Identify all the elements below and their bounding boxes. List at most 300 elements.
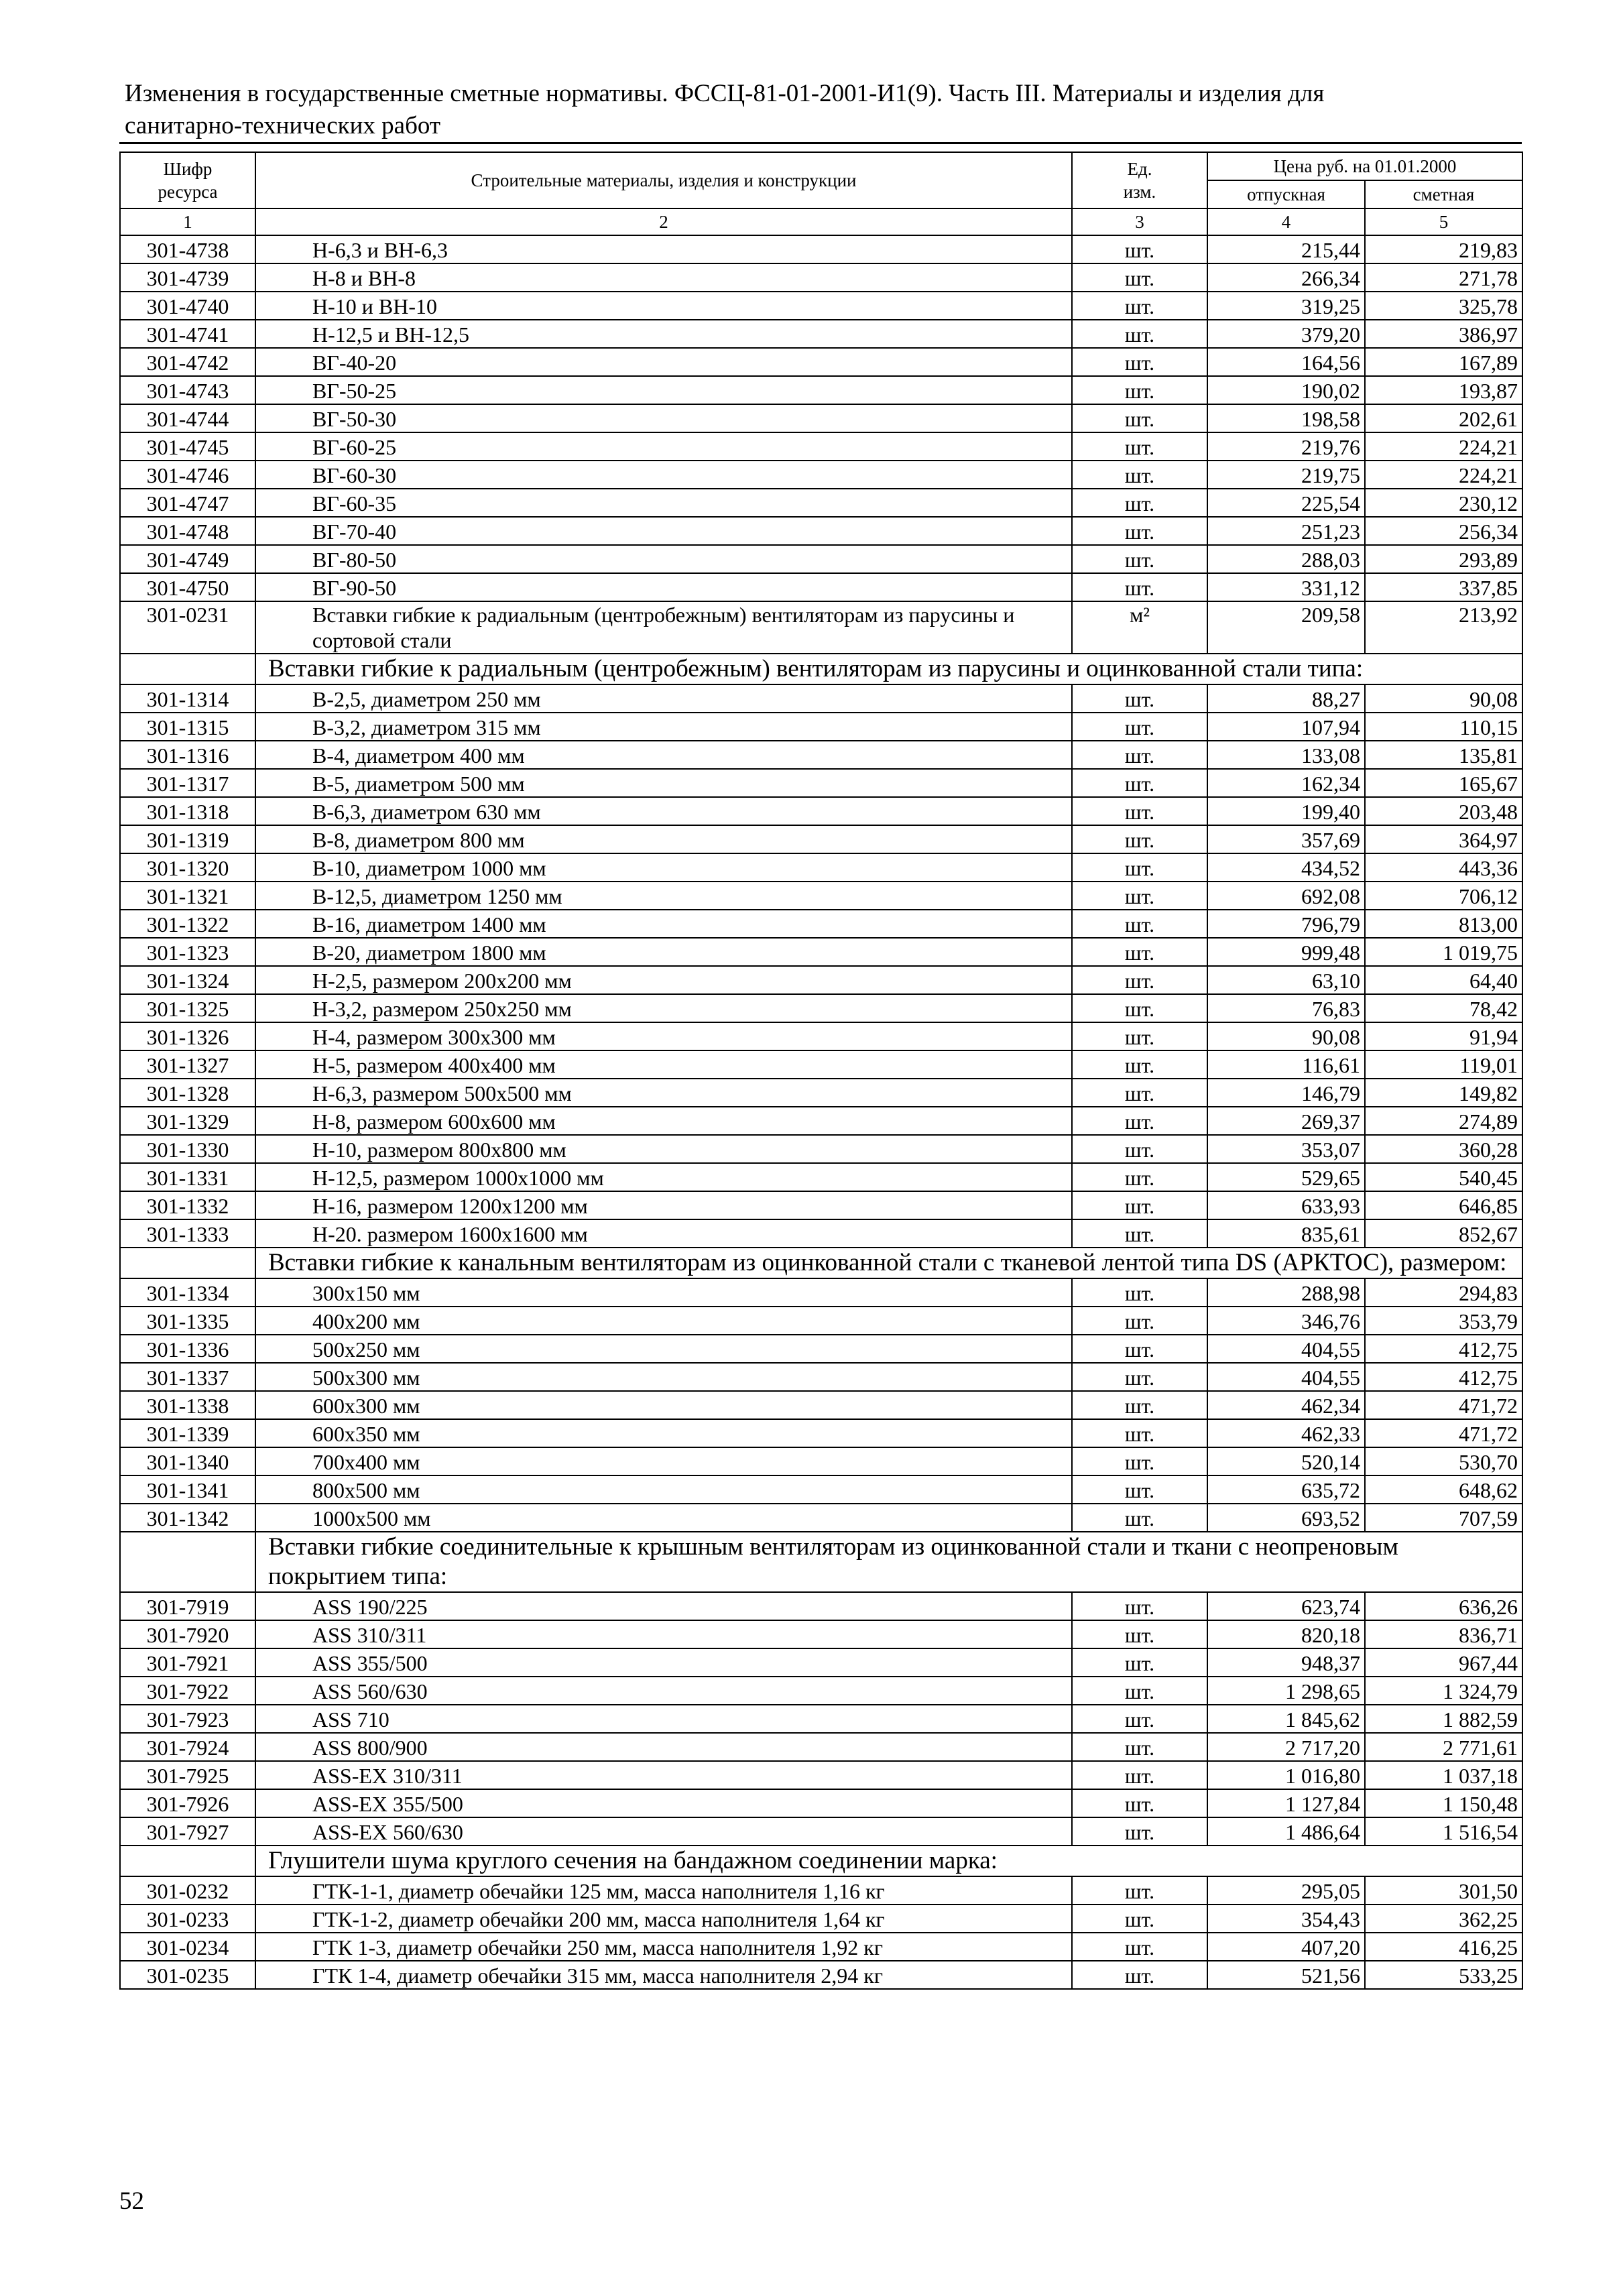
resource-code-cell: 301-1318 <box>120 797 255 825</box>
release-price-cell: 623,74 <box>1207 1592 1365 1620</box>
estimate-price-cell: 533,25 <box>1365 1961 1522 1989</box>
release-price-cell: 199,40 <box>1207 797 1365 825</box>
unit-cell: шт. <box>1072 1876 1207 1905</box>
release-price-cell: 2 717,20 <box>1207 1733 1365 1761</box>
release-price-cell: 76,83 <box>1207 994 1365 1022</box>
resource-code-cell: 301-1333 <box>120 1219 255 1248</box>
section-heading-row <box>120 1532 1522 1592</box>
resource-code-cell: 301-1341 <box>120 1475 255 1504</box>
resource-code-cell: 301-1324 <box>120 966 255 994</box>
column-number: 2 <box>255 208 1072 235</box>
unit-cell: шт. <box>1072 292 1207 320</box>
unit-cell: шт. <box>1072 853 1207 882</box>
table-row <box>120 1789 1522 1817</box>
item-name-cell: ASS 560/630 <box>255 1677 1072 1705</box>
release-price-cell: 635,72 <box>1207 1475 1365 1504</box>
table-row <box>120 1761 1522 1789</box>
resource-code-cell: 301-4743 <box>120 376 255 404</box>
table-row <box>120 263 1522 292</box>
item-name-cell: ВГ-50-30 <box>255 404 1072 432</box>
section-heading-row <box>120 1248 1522 1278</box>
item-name-cell: В-20, диаметром 1800 мм <box>255 938 1072 966</box>
release-price-cell: 1 486,64 <box>1207 1817 1365 1846</box>
table-row <box>120 1504 1522 1532</box>
unit-cell: шт. <box>1072 882 1207 910</box>
resource-code-cell: 301-1320 <box>120 853 255 882</box>
item-name-cell: ГТК 1-3, диаметр обечайки 250 мм, масса наполнителя 1,92 кг <box>255 1933 1072 1961</box>
estimate-price-cell: 90,08 <box>1365 684 1522 713</box>
table-row <box>120 1163 1522 1191</box>
item-name-cell: Н-10 и ВН-10 <box>255 292 1072 320</box>
table-row <box>120 1219 1522 1248</box>
release-price-cell: 225,54 <box>1207 489 1365 517</box>
item-name-cell: ВГ-40-20 <box>255 348 1072 376</box>
table-row <box>120 1135 1522 1163</box>
resource-code-cell: 301-1326 <box>120 1022 255 1050</box>
estimate-price-cell: 271,78 <box>1365 263 1522 292</box>
estimate-price-cell: 135,81 <box>1365 741 1522 769</box>
release-price-cell: 404,55 <box>1207 1335 1365 1363</box>
table-row <box>120 882 1522 910</box>
release-price-cell: 198,58 <box>1207 404 1365 432</box>
unit-cell: шт. <box>1072 1079 1207 1107</box>
item-name-cell: ВГ-90-50 <box>255 573 1072 601</box>
table-row <box>120 1733 1522 1761</box>
unit-cell: шт. <box>1072 263 1207 292</box>
estimate-price-cell: 443,36 <box>1365 853 1522 882</box>
unit-cell: шт. <box>1072 489 1207 517</box>
item-name-cell: ГТК-1-1, диаметр обечайки 125 мм, масса наполнителя 1,16 кг <box>255 1876 1072 1905</box>
estimate-price-cell: 119,01 <box>1365 1050 1522 1079</box>
table-row <box>120 938 1522 966</box>
section-heading: Вставки гибкие соединительные к крышным вентиляторам из оцинкованной стали и ткани с неопреновым покрытием типа: <box>255 1532 1522 1592</box>
unit-cell: шт. <box>1072 1391 1207 1419</box>
item-name-cell: Н-10, размером 800х800 мм <box>255 1135 1072 1163</box>
table-row <box>120 601 1522 654</box>
resource-code-cell: 301-7924 <box>120 1733 255 1761</box>
item-name-cell: Н-8, размером 600х600 мм <box>255 1107 1072 1135</box>
section-heading-row <box>120 654 1522 684</box>
release-price-cell: 133,08 <box>1207 741 1365 769</box>
estimate-price-cell: 165,67 <box>1365 769 1522 797</box>
unit-cell: шт. <box>1072 1789 1207 1817</box>
resource-code-cell: 301-1338 <box>120 1391 255 1419</box>
estimate-price-cell: 416,25 <box>1365 1933 1522 1961</box>
release-price-cell: 219,75 <box>1207 461 1365 489</box>
release-price-cell: 999,48 <box>1207 938 1365 966</box>
section-spacer-cell <box>120 654 255 684</box>
item-name-cell: 600х300 мм <box>255 1391 1072 1419</box>
release-price-cell: 520,14 <box>1207 1447 1365 1475</box>
unit-cell: шт. <box>1072 1504 1207 1532</box>
release-price-cell: 319,25 <box>1207 292 1365 320</box>
table-row <box>120 713 1522 741</box>
release-price-cell: 219,76 <box>1207 432 1365 461</box>
unit-cell: шт. <box>1072 797 1207 825</box>
item-name-cell: 400х200 мм <box>255 1307 1072 1335</box>
estimate-price-cell: 364,97 <box>1365 825 1522 853</box>
release-price-cell: 948,37 <box>1207 1648 1365 1677</box>
release-price-cell: 209,58 <box>1207 601 1365 654</box>
unit-cell: шт. <box>1072 320 1207 348</box>
estimate-price-cell: 274,89 <box>1365 1107 1522 1135</box>
table-row <box>120 741 1522 769</box>
column-number: 3 <box>1072 208 1207 235</box>
unit-cell: шт. <box>1072 769 1207 797</box>
unit-cell: шт. <box>1072 573 1207 601</box>
estimate-price-cell: 294,83 <box>1365 1278 1522 1307</box>
header-line-1: Изменения в государственные сметные нормативы. ФССЦ-81-01-2001-И1(9). Часть III. Материалы и изделия для <box>125 80 1325 107</box>
item-name-cell: В-16, диаметром 1400 мм <box>255 910 1072 938</box>
table-row <box>120 1107 1522 1135</box>
table-row <box>120 320 1522 348</box>
resource-code-cell: 301-1316 <box>120 741 255 769</box>
estimate-price-cell: 230,12 <box>1365 489 1522 517</box>
item-name-cell: 500х300 мм <box>255 1363 1072 1391</box>
header-rule <box>119 142 1522 144</box>
table-row <box>120 235 1522 263</box>
table-row <box>120 1648 1522 1677</box>
resource-code-cell: 301-0235 <box>120 1961 255 1989</box>
release-price-cell: 88,27 <box>1207 684 1365 713</box>
resource-code-cell: 301-4744 <box>120 404 255 432</box>
estimate-price-cell: 2 771,61 <box>1365 1733 1522 1761</box>
estimate-price-cell: 1 150,48 <box>1365 1789 1522 1817</box>
resource-code-cell: 301-7919 <box>120 1592 255 1620</box>
estimate-price-cell: 224,21 <box>1365 461 1522 489</box>
resource-code-cell: 301-4749 <box>120 545 255 573</box>
release-price-cell: 529,65 <box>1207 1163 1365 1191</box>
resource-code-cell: 301-0231 <box>120 601 255 654</box>
item-name-cell: Н-5, размером 400х400 мм <box>255 1050 1072 1079</box>
resource-code-cell: 301-4739 <box>120 263 255 292</box>
section-heading: Глушители шума круглого сечения на бандажном соединении марка: <box>255 1846 1522 1876</box>
item-name-cell: ВГ-60-25 <box>255 432 1072 461</box>
unit-cell: шт. <box>1072 1475 1207 1504</box>
unit-cell: шт. <box>1072 825 1207 853</box>
table-row <box>120 1933 1522 1961</box>
unit-cell: шт. <box>1072 1335 1207 1363</box>
estimate-price-cell: 1 882,59 <box>1365 1705 1522 1733</box>
estimate-price-cell: 646,85 <box>1365 1191 1522 1219</box>
unit-cell: шт. <box>1072 1733 1207 1761</box>
unit-cell: шт. <box>1072 1278 1207 1307</box>
resource-code-cell: 301-4740 <box>120 292 255 320</box>
item-name-cell: В-8, диаметром 800 мм <box>255 825 1072 853</box>
column-number: 1 <box>120 208 255 235</box>
release-price-cell: 288,03 <box>1207 545 1365 573</box>
release-price-cell: 288,98 <box>1207 1278 1365 1307</box>
estimate-price-cell: 1 037,18 <box>1365 1761 1522 1789</box>
estimate-price-cell: 337,85 <box>1365 573 1522 601</box>
unit-cell: шт. <box>1072 517 1207 545</box>
estimate-price-cell: 540,45 <box>1365 1163 1522 1191</box>
estimate-price-cell: 224,21 <box>1365 432 1522 461</box>
unit-cell: шт. <box>1072 713 1207 741</box>
release-price-cell: 693,52 <box>1207 1504 1365 1532</box>
release-price-cell: 331,12 <box>1207 573 1365 601</box>
release-price-cell: 269,37 <box>1207 1107 1365 1135</box>
release-price-cell: 407,20 <box>1207 1933 1365 1961</box>
resource-code-cell: 301-7927 <box>120 1817 255 1846</box>
item-name-cell: В-3,2, диаметром 315 мм <box>255 713 1072 741</box>
unit-cell: шт. <box>1072 404 1207 432</box>
resource-code-cell: 301-7925 <box>120 1761 255 1789</box>
table-row <box>120 1817 1522 1846</box>
unit-cell: шт. <box>1072 1447 1207 1475</box>
resource-code-cell: 301-1317 <box>120 769 255 797</box>
estimate-price-cell: 530,70 <box>1365 1447 1522 1475</box>
estimate-price-cell: 707,59 <box>1365 1504 1522 1532</box>
resource-code-cell: 301-4741 <box>120 320 255 348</box>
release-price-cell: 164,56 <box>1207 348 1365 376</box>
unit-cell: шт. <box>1072 910 1207 938</box>
column-number: 4 <box>1207 208 1365 235</box>
unit-cell: шт. <box>1072 994 1207 1022</box>
table-header-row-1 <box>120 152 1522 180</box>
resource-code-cell: 301-1339 <box>120 1419 255 1447</box>
unit-cell: шт. <box>1072 376 1207 404</box>
release-price-cell: 162,34 <box>1207 769 1365 797</box>
table-row <box>120 825 1522 853</box>
estimate-price-cell: 636,26 <box>1365 1592 1522 1620</box>
item-name-cell: Н-6,3, размером 500х500 мм <box>255 1079 1072 1107</box>
estimate-price-cell: 471,72 <box>1365 1419 1522 1447</box>
table-row <box>120 517 1522 545</box>
table-row <box>120 376 1522 404</box>
item-name-cell: В-2,5, диаметром 250 мм <box>255 684 1072 713</box>
resource-code-cell: 301-4747 <box>120 489 255 517</box>
section-heading: Вставки гибкие к канальным вентиляторам из оцинкованной стали с тканевой лентой типа DS (АРКТОС), размером: <box>255 1248 1522 1278</box>
unit-cell: шт. <box>1072 1163 1207 1191</box>
estimate-price-cell: 203,48 <box>1365 797 1522 825</box>
table-row <box>120 1419 1522 1447</box>
resource-code-cell: 301-1330 <box>120 1135 255 1163</box>
unit-cell: шт. <box>1072 1419 1207 1447</box>
estimate-price-cell: 219,83 <box>1365 235 1522 263</box>
unit-cell: шт. <box>1072 1677 1207 1705</box>
resource-code-cell: 301-1331 <box>120 1163 255 1191</box>
estimate-price-cell: 412,75 <box>1365 1363 1522 1391</box>
estimate-price-cell: 91,94 <box>1365 1022 1522 1050</box>
unit-column-header <box>1072 152 1207 208</box>
item-name-cell: В-12,5, диаметром 1250 мм <box>255 882 1072 910</box>
item-name-cell: 300х150 мм <box>255 1278 1072 1307</box>
resource-code-cell: 301-1337 <box>120 1363 255 1391</box>
resource-code-cell: 301-1321 <box>120 882 255 910</box>
item-name-cell: ВГ-60-35 <box>255 489 1072 517</box>
estimate-price-cell: 648,62 <box>1365 1475 1522 1504</box>
release-price-cell: 251,23 <box>1207 517 1365 545</box>
item-name-cell: ASS 190/225 <box>255 1592 1072 1620</box>
header-line-2: санитарно-технических работ <box>125 112 441 139</box>
unit-cell: шт. <box>1072 461 1207 489</box>
item-name-cell: 1000х500 мм <box>255 1504 1072 1532</box>
item-name-cell: В-10, диаметром 1000 мм <box>255 853 1072 882</box>
unit-cell: шт. <box>1072 1363 1207 1391</box>
table-row <box>120 1079 1522 1107</box>
unit-cell: шт. <box>1072 1307 1207 1335</box>
resource-code-cell: 301-1340 <box>120 1447 255 1475</box>
price-table <box>119 152 1523 1990</box>
section-spacer-cell <box>120 1248 255 1278</box>
table-row <box>120 769 1522 797</box>
release-price-cell: 820,18 <box>1207 1620 1365 1648</box>
release-price-header: отпускная <box>1207 180 1365 208</box>
item-name-cell: Н-20. размером 1600х1600 мм <box>255 1219 1072 1248</box>
code-column-header <box>120 152 255 208</box>
estimate-price-cell: 78,42 <box>1365 994 1522 1022</box>
column-number: 5 <box>1365 208 1522 235</box>
release-price-cell: 90,08 <box>1207 1022 1365 1050</box>
section-spacer-cell <box>120 1532 255 1592</box>
resource-code-cell: 301-7926 <box>120 1789 255 1817</box>
resource-code-cell: 301-4742 <box>120 348 255 376</box>
code-header-line-1: Шифр <box>163 159 213 179</box>
estimate-price-cell: 836,71 <box>1365 1620 1522 1648</box>
release-price-cell: 215,44 <box>1207 235 1365 263</box>
resource-code-cell: 301-1319 <box>120 825 255 853</box>
estimate-price-cell: 301,50 <box>1365 1876 1522 1905</box>
unit-cell: шт. <box>1072 1761 1207 1789</box>
table-row <box>120 1391 1522 1419</box>
release-price-cell: 190,02 <box>1207 376 1365 404</box>
item-name-cell: ВГ-50-25 <box>255 376 1072 404</box>
resource-code-cell: 301-1323 <box>120 938 255 966</box>
item-name-cell: Н-16, размером 1200х1200 мм <box>255 1191 1072 1219</box>
resource-code-cell: 301-1342 <box>120 1504 255 1532</box>
table-row <box>120 1876 1522 1905</box>
resource-code-cell: 301-1315 <box>120 713 255 741</box>
estimate-price-cell: 167,89 <box>1365 348 1522 376</box>
release-price-cell: 353,07 <box>1207 1135 1365 1163</box>
table-row <box>120 348 1522 376</box>
release-price-cell: 266,34 <box>1207 263 1365 292</box>
unit-cell: шт. <box>1072 966 1207 994</box>
item-name-cell: Н-8 и ВН-8 <box>255 263 1072 292</box>
unit-cell: шт. <box>1072 1648 1207 1677</box>
unit-cell: шт. <box>1072 1592 1207 1620</box>
resource-code-cell: 301-0234 <box>120 1933 255 1961</box>
resource-code-cell: 301-7921 <box>120 1648 255 1677</box>
item-name-cell: ASS 800/900 <box>255 1733 1072 1761</box>
table-row <box>120 1475 1522 1504</box>
column-number-row <box>120 208 1522 235</box>
unit-cell: м² <box>1072 601 1207 654</box>
section-spacer-cell <box>120 1846 255 1876</box>
resource-code-cell: 301-4738 <box>120 235 255 263</box>
estimate-price-cell: 293,89 <box>1365 545 1522 573</box>
unit-cell: шт. <box>1072 1050 1207 1079</box>
resource-code-cell: 301-0233 <box>120 1905 255 1933</box>
page-number: 52 <box>119 2187 144 2215</box>
table-row <box>120 489 1522 517</box>
resource-code-cell: 301-1325 <box>120 994 255 1022</box>
table-row <box>120 1363 1522 1391</box>
item-name-cell: Н-12,5, размером 1000х1000 мм <box>255 1163 1072 1191</box>
estimate-price-cell: 813,00 <box>1365 910 1522 938</box>
item-name-cell: 700х400 мм <box>255 1447 1072 1475</box>
item-name-cell: Н-4, размером 300х300 мм <box>255 1022 1072 1050</box>
estimate-price-cell: 202,61 <box>1365 404 1522 432</box>
release-price-cell: 146,79 <box>1207 1079 1365 1107</box>
unit-cell: шт. <box>1072 1905 1207 1933</box>
estimate-price-cell: 1 516,54 <box>1365 1817 1522 1846</box>
release-price-cell: 462,34 <box>1207 1391 1365 1419</box>
unit-header-line-2: изм. <box>1123 182 1156 202</box>
resource-code-cell: 301-1336 <box>120 1335 255 1363</box>
estimate-price-cell: 412,75 <box>1365 1335 1522 1363</box>
table-row <box>120 684 1522 713</box>
unit-cell: шт. <box>1072 235 1207 263</box>
table-row <box>120 853 1522 882</box>
item-name-cell: ГТК-1-2, диаметр обечайки 200 мм, масса наполнителя 1,64 кг <box>255 1905 1072 1933</box>
unit-cell: шт. <box>1072 684 1207 713</box>
item-name-cell: 500х250 мм <box>255 1335 1072 1363</box>
estimate-price-cell: 386,97 <box>1365 320 1522 348</box>
item-name-cell: Вставки гибкие к радиальным (центробежным) вентиляторам из парусины и сортовой стали <box>255 601 1072 654</box>
estimate-price-cell: 193,87 <box>1365 376 1522 404</box>
item-name-cell: ASS 355/500 <box>255 1648 1072 1677</box>
release-price-cell: 835,61 <box>1207 1219 1365 1248</box>
table-row <box>120 1705 1522 1733</box>
item-name-cell: ГТК 1-4, диаметр обечайки 315 мм, масса наполнителя 2,94 кг <box>255 1961 1072 1989</box>
resource-code-cell: 301-0232 <box>120 1876 255 1905</box>
item-name-cell: В-4, диаметром 400 мм <box>255 741 1072 769</box>
release-price-cell: 116,61 <box>1207 1050 1365 1079</box>
table-row <box>120 966 1522 994</box>
code-header-line-2: ресурса <box>158 182 218 202</box>
table-row <box>120 1677 1522 1705</box>
estimate-price-cell: 213,92 <box>1365 601 1522 654</box>
price-column-header: Цена руб. на 01.01.2000 <box>1207 152 1522 180</box>
resource-code-cell: 301-4748 <box>120 517 255 545</box>
table-row <box>120 292 1522 320</box>
item-name-cell: 600х350 мм <box>255 1419 1072 1447</box>
release-price-cell: 295,05 <box>1207 1876 1365 1905</box>
release-price-cell: 633,93 <box>1207 1191 1365 1219</box>
table-row <box>120 1961 1522 1989</box>
resource-code-cell: 301-1322 <box>120 910 255 938</box>
release-price-cell: 107,94 <box>1207 713 1365 741</box>
unit-cell: шт. <box>1072 545 1207 573</box>
resource-code-cell: 301-1332 <box>120 1191 255 1219</box>
item-name-cell: Н-3,2, размером 250х250 мм <box>255 994 1072 1022</box>
release-price-cell: 379,20 <box>1207 320 1365 348</box>
release-price-cell: 354,43 <box>1207 1905 1365 1933</box>
release-price-cell: 404,55 <box>1207 1363 1365 1391</box>
table-row <box>120 1050 1522 1079</box>
table-row <box>120 573 1522 601</box>
item-name-cell: 800х500 мм <box>255 1475 1072 1504</box>
table-row <box>120 1278 1522 1307</box>
release-price-cell: 692,08 <box>1207 882 1365 910</box>
resource-code-cell: 301-1329 <box>120 1107 255 1135</box>
estimate-price-cell: 471,72 <box>1365 1391 1522 1419</box>
table-row <box>120 404 1522 432</box>
item-name-cell: Н-12,5 и ВН-12,5 <box>255 320 1072 348</box>
estimate-price-cell: 967,44 <box>1365 1648 1522 1677</box>
unit-cell: шт. <box>1072 1107 1207 1135</box>
estimate-price-cell: 110,15 <box>1365 713 1522 741</box>
release-price-cell: 63,10 <box>1207 966 1365 994</box>
unit-cell: шт. <box>1072 1219 1207 1248</box>
release-price-cell: 796,79 <box>1207 910 1365 938</box>
price-table-body <box>120 152 1522 1989</box>
item-name-cell: ВГ-60-30 <box>255 461 1072 489</box>
estimate-price-header: сметная <box>1365 180 1522 208</box>
item-name-cell: В-6,3, диаметром 630 мм <box>255 797 1072 825</box>
